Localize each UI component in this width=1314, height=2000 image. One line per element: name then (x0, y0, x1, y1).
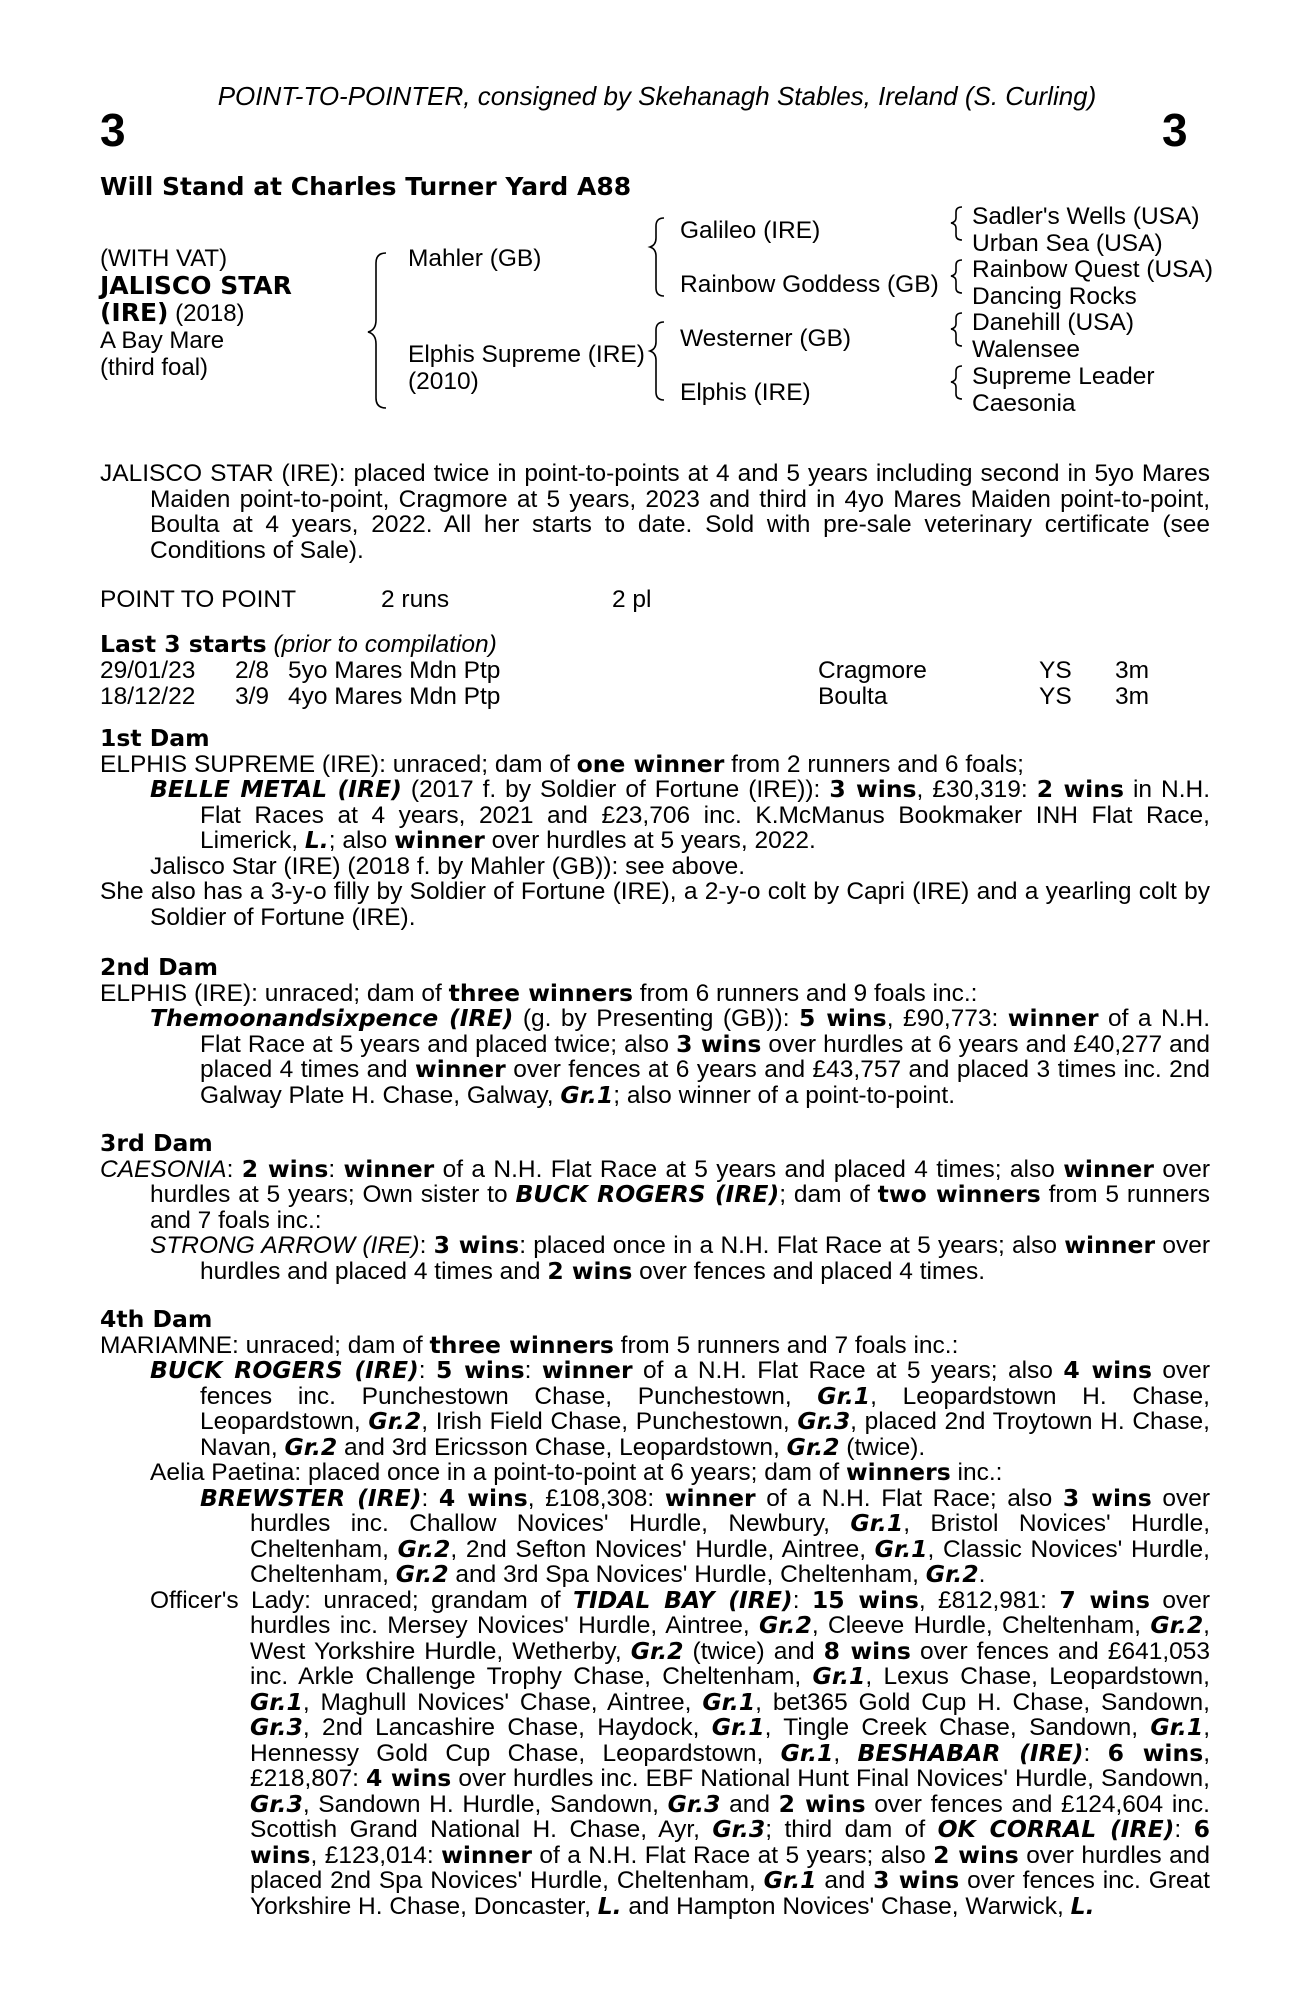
text-run: , 2nd Sefton Novices' Hurdle, Aintree, (450, 1535, 875, 1563)
text-run: Jalisco Star (IRE) (2018 f. by Mahler (GB)): see above. (150, 852, 746, 880)
text-run: CAESONIA (100, 1155, 227, 1183)
text-run: over fences and £641,053 inc. Arkle Challenge Trophy Chase, Cheltenham, (250, 1637, 1211, 1690)
text-run: , placed 2nd Troytown H. Chase, Navan, (200, 1408, 1210, 1461)
text-run: Gr.2 (368, 1407, 422, 1435)
text-run: L. (304, 826, 329, 854)
stand-note: Will Stand at Charles Turner Yard A88 (100, 172, 632, 201)
text-run: from 2 runners and 6 foals; (724, 750, 1024, 778)
text-run: Gr.1 (250, 1687, 303, 1716)
vat-note: (WITH VAT) (100, 245, 228, 272)
text-run: Gr.3 (797, 1407, 851, 1435)
sire-dam: Rainbow Goddess (GB) (680, 271, 939, 298)
text-run: 3m (1115, 657, 1150, 684)
text-run: and 3rd Spa Novices' Hurdle, Cheltenham, (448, 1561, 926, 1588)
table-row (0, 684, 1314, 710)
text-run: 3 wins (676, 1029, 762, 1058)
text-run: over hurdles inc. Challow Novices' Hurdle, Newbury, (250, 1484, 1211, 1537)
progeny-entry (100, 1585, 1211, 1920)
dam-year: (2010) (408, 368, 479, 395)
text-run: (2017 f. by Soldier of Fortune (IRE)): (401, 776, 830, 803)
text-run: , Irish Field Chase, Punchestown, (421, 1408, 798, 1435)
text-run: over fences inc. Great Yorkshire H. Chase, Doncaster, (250, 1867, 1210, 1920)
page-subtitle: POINT-TO-POINTER, consigned by Skehanagh Stables, Ireland (S. Curling) (217, 81, 1097, 111)
text-run: OK CORRAL (IRE) (937, 1815, 1175, 1843)
text-run: , Lexus Chase, Leopardstown, (865, 1663, 1210, 1690)
text-run: ELPHIS (IRE): unraced; dam of (100, 979, 449, 1007)
text-run: , £30,319: (916, 776, 1037, 803)
great-grandparent-2: Urban Sea (USA) (972, 230, 1163, 257)
text-run: over hurdles and placed 4 times and (200, 1232, 1211, 1285)
foal-number: (third foal) (100, 354, 209, 381)
summary-text: JALISCO STAR (IRE): placed twice in point-to-points at 4 and 5 years including second in 5yo Mares Maiden point-to-point, Cragmore at 5 years, 2023 and third in 4yo Mares Maiden point-to-point, Boulta at 4 years, 2022. All her starts to date. Sold with pre-sale veterinary certificate (see Conditions of Sale). (100, 460, 1210, 564)
text-run: , (833, 1739, 858, 1767)
text-run: 6 wins (250, 1815, 1210, 1869)
text-run: winner (1007, 1004, 1099, 1032)
text-run: BREWSTER (IRE) (200, 1483, 422, 1512)
text-run: Gr.2 (1150, 1611, 1204, 1639)
text-run: MARIAMNE: unraced; dam of (100, 1331, 430, 1359)
text-run: and (720, 1790, 779, 1818)
text-run: Gr.2 (630, 1636, 684, 1665)
text-run: . (978, 1561, 986, 1588)
text-run: winner (343, 1154, 435, 1183)
section-heading: 4th Dam (100, 1305, 213, 1333)
text-run: , bet365 Gold Cup H. Chase, Sandown, (755, 1688, 1210, 1716)
text-run: (IRE) (100, 298, 169, 327)
text-run: ; also (328, 827, 395, 854)
text-run: , £108,308: (527, 1484, 665, 1512)
text-run: 6 wins (1107, 1738, 1204, 1767)
text-run: , Bristol Novices' Hurdle, Cheltenham, (250, 1510, 1210, 1563)
text-run: over hurdles inc. Mersey Novices' Hurdle, Aintree, (250, 1586, 1211, 1639)
progeny-entry (100, 777, 1210, 854)
text-run: over fences at 6 years and £43,757 and placed 3 times inc. 2nd Galway Plate H. Chase, Galway, (200, 1056, 1210, 1109)
text-run: Gr.2 (786, 1432, 840, 1461)
text-run: Gr.1 (780, 1738, 834, 1767)
record-runs: 2 runs (381, 586, 450, 613)
text-run: , £123,014: (310, 1841, 442, 1869)
text-run: BESHABAR (IRE) (857, 1738, 1084, 1767)
text-run: Gr.2 (395, 1560, 449, 1588)
text-run: over hurdles at 6 years and £40,277 and placed 4 times and (200, 1030, 1210, 1083)
text-run: 7 wins (1059, 1585, 1150, 1614)
text-run: 4 wins (366, 1764, 452, 1792)
great-grandparent-3: Rainbow Quest (USA) (972, 256, 1214, 283)
text-run: 3/9 (235, 682, 270, 710)
text-run: Gr.3 (712, 1815, 766, 1843)
text-run: 3 wins (433, 1231, 520, 1259)
dam-paragraph (100, 749, 1210, 778)
lot-number-left: 3 (100, 104, 126, 156)
text-run: BELLE METAL (IRE) (150, 775, 402, 803)
last-starts-heading (100, 632, 497, 658)
third-dam-section (100, 1131, 1210, 1284)
text-run: Last 3 starts (100, 630, 267, 658)
dam-dam: Elphis (IRE) (680, 379, 811, 406)
progeny-entry (100, 854, 1210, 880)
text-run: 18/12/22 (100, 682, 196, 710)
second-dam-section (100, 955, 1210, 1108)
text-run: from 6 runners and 9 foals inc.: (632, 979, 978, 1007)
text-run: 2 wins (547, 1256, 633, 1285)
text-run: 5yo Mares Mdn Ptp (288, 657, 501, 684)
text-run: over fences inc. Punchestown Chase, Punchestown, (200, 1357, 1210, 1410)
text-run: , Hennessy Gold Cup Chase, Leopardstown, (250, 1714, 1210, 1767)
text-run: winner (1064, 1231, 1156, 1259)
horse-description: A Bay Mare (100, 327, 225, 354)
great-grandparent-8: Caesonia (972, 390, 1076, 417)
text-run: from 5 runners and 7 foals inc.: (613, 1331, 959, 1359)
text-run: of a N.H. Flat Race at 5 years and placed twice; also (200, 1005, 1211, 1058)
last-starts-table (0, 658, 1314, 709)
text-run: BUCK ROGERS (IRE) (150, 1356, 419, 1384)
text-run: Gr.3 (250, 1713, 303, 1741)
text-run: Officer's Lady: unraced; grandam of (150, 1586, 573, 1614)
text-run: of a N.H. Flat Race at 5 years and placed 4 times; also (434, 1155, 1064, 1183)
text-run: 2 wins (933, 1840, 1019, 1869)
text-run: over fences and £124,604 inc. Scottish Grand National H. Chase, Ayr, (250, 1790, 1210, 1843)
record-type: POINT TO POINT (100, 586, 297, 613)
text-run: 3m (1115, 682, 1150, 710)
text-run: She also has a 3-y-o filly by Soldier of Fortune (IRE), a 2-y-o colt by Capri (IRE) and a yearling colt by Soldier of Fortune (IRE). (100, 878, 1210, 931)
text-run: YS (1039, 682, 1072, 710)
text-run: 15 wins (811, 1585, 919, 1614)
text-run: (twice). (839, 1433, 926, 1461)
text-run: : placed once in a N.H. Flat Race at 5 years; also (519, 1232, 1065, 1259)
horse-summary (100, 461, 1210, 563)
text-run: , Cleeve Hurdle, Cheltenham, (811, 1612, 1151, 1639)
dam-paragraph (100, 1330, 1210, 1359)
text-run: Gr.3 (250, 1789, 303, 1818)
text-run: winner (394, 826, 485, 854)
text-run: Gr.1 (560, 1080, 614, 1109)
record-placed: 2 pl (612, 586, 652, 613)
text-run: , £90,773: (886, 1005, 1008, 1032)
horse-name: JALISCO STAR (100, 271, 292, 300)
text-run: (twice) and (683, 1637, 824, 1665)
text-run: (2018) (175, 300, 245, 327)
text-run: over hurdles and placed 2nd Spa Novices' Hurdle, Cheltenham, (250, 1841, 1211, 1894)
text-run: and (816, 1867, 874, 1894)
text-run: 2 wins (778, 1789, 866, 1818)
text-run: winner (441, 1840, 532, 1869)
text-run: : (524, 1357, 542, 1384)
text-run: TIDAL BAY (IRE) (572, 1585, 793, 1614)
text-run: two winners (877, 1180, 1041, 1208)
dam-note (100, 879, 1210, 930)
text-run: L. (597, 1891, 622, 1920)
text-run: YS (1039, 657, 1072, 684)
text-run: 8 wins (823, 1636, 911, 1665)
text-run: and Hampton Novices' Chase, Warwick, (621, 1892, 1071, 1920)
dam: Elphis Supreme (IRE) (408, 341, 645, 368)
text-run: ELPHIS SUPREME (IRE): unraced; dam of (100, 750, 577, 778)
progeny-entry (100, 1358, 1210, 1460)
text-run: over hurdles inc. EBF National Hunt Final Novices' Hurdle, Sandown, (451, 1765, 1210, 1792)
text-run: 4yo Mares Mdn Ptp (288, 682, 501, 710)
text-run: winners (845, 1458, 951, 1486)
text-run: Gr.2 (397, 1534, 451, 1563)
first-dam-section (100, 726, 1210, 930)
text-run: Gr.1 (850, 1509, 904, 1537)
text-run: one winner (576, 749, 725, 778)
text-run: 2 wins (1036, 775, 1124, 803)
text-run: ; dam of (779, 1181, 878, 1208)
text-run: winner (1063, 1154, 1154, 1183)
text-run: Gr.1 (817, 1381, 871, 1410)
lot-number-right: 3 (1162, 104, 1188, 156)
text-run: Gr.2 (925, 1560, 979, 1588)
text-run: , Sandown H. Hurdle, Sandown, (302, 1790, 668, 1818)
text-run: Gr.1 (812, 1662, 866, 1690)
text-run: winner (541, 1356, 633, 1384)
text-run: 5 wins (799, 1004, 887, 1032)
text-run: Themoonandsixpence (IRE) (150, 1004, 514, 1032)
text-run: ; third dam of (765, 1816, 938, 1843)
text-run: winner (664, 1483, 756, 1512)
text-run: Gr.3 (667, 1789, 721, 1818)
progeny-entry (100, 1483, 1211, 1588)
text-run: inc.: (950, 1459, 1003, 1486)
text-run: Cragmore (818, 657, 927, 684)
section-heading: 2nd Dam (100, 953, 218, 981)
text-run: over hurdles at 5 years, 2022. (484, 827, 816, 854)
text-run: : (328, 1155, 344, 1183)
great-grandparent-6: Walensee (972, 336, 1081, 363)
text-run: : (421, 1484, 439, 1512)
text-run: 3 wins (829, 775, 917, 803)
text-run: : (418, 1357, 436, 1384)
great-grandparent-7: Supreme Leader (972, 363, 1155, 390)
text-run: , West Yorkshire Hurdle, Wetherby, (250, 1612, 1210, 1665)
text-run: , 2nd Lancashire Chase, Haydock, (302, 1714, 712, 1741)
text-run: of a N.H. Flat Race; also (755, 1484, 1063, 1512)
text-run: over hurdles at 5 years; Own sister to (150, 1155, 1210, 1208)
dam-paragraph (100, 978, 1210, 1007)
sire-sire: Galileo (IRE) (680, 217, 821, 244)
text-run: 3 wins (873, 1866, 960, 1894)
text-run: winner (415, 1055, 506, 1083)
text-run: (g. by Presenting (GB)): (513, 1005, 799, 1032)
text-run: Aelia Paetina: placed once in a point-to-point at 6 years; dam of (150, 1459, 846, 1486)
text-run: (prior to compilation) (273, 631, 497, 658)
fourth-dam-section (100, 1307, 1210, 1919)
text-run: , £812,981: (918, 1586, 1060, 1614)
text-run: three winners (429, 1330, 614, 1359)
text-run: , £218,807: (250, 1739, 1210, 1792)
text-run: STRONG ARROW (IRE) (150, 1232, 420, 1259)
text-run: : (1083, 1739, 1108, 1767)
text-run: Gr.1 (874, 1534, 928, 1563)
text-run: 4 wins (1063, 1356, 1152, 1384)
table-row (0, 658, 1314, 684)
progeny-entry (100, 1006, 1210, 1108)
text-run: Gr.1 (763, 1866, 817, 1894)
great-grandparent-4: Dancing Rocks (972, 283, 1137, 310)
text-run: : (419, 1232, 434, 1259)
text-run: : (792, 1586, 812, 1614)
text-run: Gr.2 (284, 1432, 338, 1461)
text-run: Gr.1 (1150, 1713, 1204, 1741)
text-run: 3 wins (1062, 1483, 1152, 1512)
section-heading: 3rd Dam (100, 1129, 213, 1157)
text-run: , Tingle Creek Chase, Sandown, (764, 1714, 1151, 1741)
text-run: , Leopardstown H. Chase, Leopardstown, (200, 1382, 1210, 1435)
sire: Mahler (GB) (408, 245, 542, 272)
text-run: ; also winner of a point-to-point. (613, 1081, 956, 1109)
text-run: of a N.H. Flat Race at 5 years; also (632, 1357, 1064, 1384)
text-run: 2 wins (241, 1154, 329, 1183)
text-run: of a N.H. Flat Race at 5 years; also (531, 1841, 934, 1869)
text-run: Gr.1 (702, 1687, 756, 1716)
text-run: : (1174, 1816, 1194, 1843)
great-grandparent-1: Sadler's Wells (USA) (972, 203, 1200, 230)
text-run: , Maghull Novices' Chase, Aintree, (302, 1688, 703, 1716)
text-run: in N.H. Flat Races at 4 years, 2021 and £23,706 inc. K.McManus Bookmaker INH Flat Race, Limerick, (200, 776, 1211, 854)
text-run: 2/8 (235, 657, 270, 684)
text-run: Boulta (818, 682, 888, 710)
progeny-entry (100, 1460, 1210, 1486)
section-heading: 1st Dam (100, 724, 210, 752)
text-run: and 3rd Ericsson Chase, Leopardstown, (337, 1433, 787, 1461)
text-run: Gr.2 (759, 1611, 812, 1639)
dam-paragraph (100, 1154, 1210, 1234)
text-run: Gr.1 (711, 1713, 765, 1741)
dam-sire: Westerner (GB) (680, 325, 852, 352)
text-run: BUCK ROGERS (IRE) (515, 1180, 780, 1208)
text-run: 4 wins (438, 1483, 528, 1512)
text-run: : (226, 1155, 242, 1183)
text-run: over fences and placed 4 times. (632, 1257, 986, 1285)
text-run: three winners (448, 978, 633, 1007)
text-run: from 5 runners and 7 foals inc.: (150, 1181, 1210, 1234)
text-run: , Classic Novices' Hurdle, Cheltenham, (250, 1535, 1210, 1588)
text-run: 29/01/23 (100, 657, 196, 684)
progeny-entry (100, 1233, 1210, 1284)
text-run: L. (1070, 1891, 1095, 1920)
great-grandparent-5: Danehill (USA) (972, 309, 1135, 336)
text-run: 5 wins (436, 1356, 525, 1384)
